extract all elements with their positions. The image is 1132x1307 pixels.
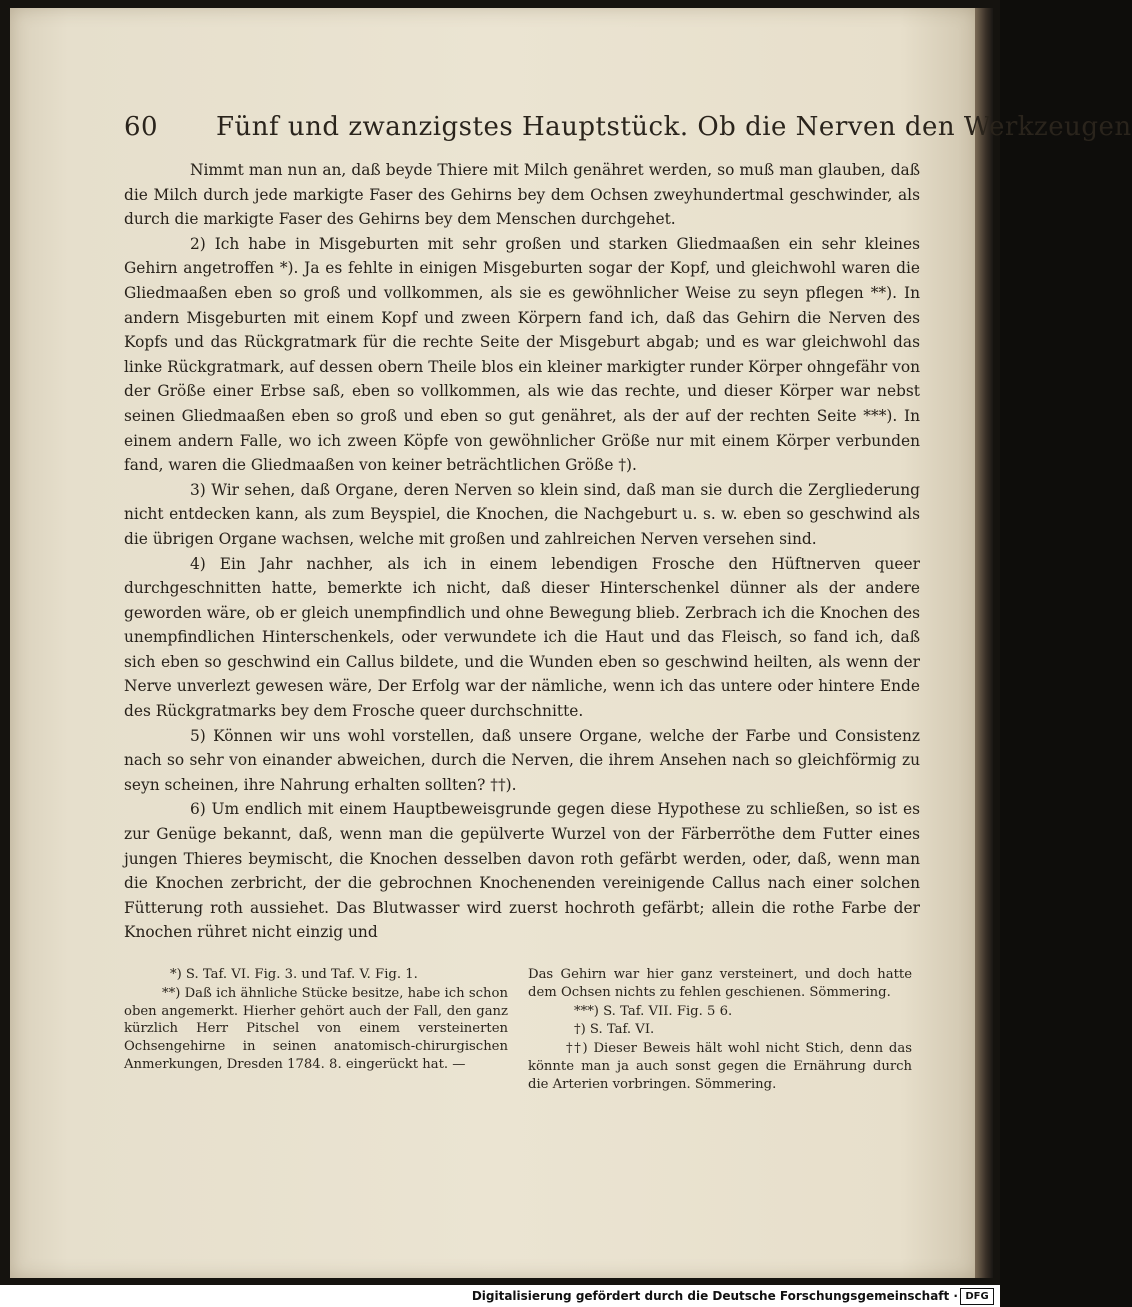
footnote-column-right — [528, 966, 912, 1095]
footnote: Das Gehirn war hier ganz versteinert, und doch hatte dem Ochsen nichts zu fehlen geschienen. Sömmering. — [528, 967, 912, 1000]
footnote: ***) S. Taf. VII. Fig. 5 6. — [574, 1003, 733, 1019]
paragraph: 3) Wir sehen, daß Organe, deren Nerven so klein sind, daß man sie durch die Zergliederung nicht entdecken kann, als zum Beyspiel, die Knochen, die Nachgeburt u. s. w. eben so geschwind als die übrigen Organe wachsen, welche mit großen und zahlreichen Nerven versehen sind. — [124, 480, 920, 548]
paragraph: 5) Können wir uns wohl vorstellen, daß unsere Organe, welche der Farbe und Consistenz nach so sehr von einander abweichen, durch die Nerven, die ihrem Ansehen nach so gleichförmig zu seyn scheinen, ihre Nahrung erhalten sollten? ††). — [124, 726, 920, 794]
digitization-credit-bar — [0, 1285, 1000, 1307]
footnote: †) S. Taf. VI. — [574, 1022, 655, 1038]
paragraph: 2) Ich habe in Misgeburten mit sehr großen und starken Gliedmaaßen ein sehr kleines Gehirn angetroffen *). Ja es fehlte in einigen Misgeburten sogar der Kopf, und gleichwohl waren die Gliedmaaßen eben so groß und vollkommen, als sie es gewöhnlicher Weise zu seyn pflegen **). In andern Misgeburten mit einem Kopf und zween Körpern fand ich, daß das Gehirn die Nerven des Kopfs und das Rückgratmark für die rechte Seite der Misgeburt abgab; und es war gleichwohl das linke Rückgratmark, auf dessen obern Theile blos ein kleiner markigter runder Körper ohngefähr von der Größe einer Erbse saß, eben so vollkommen, als wie das rechte, und dieser Körper war nebst seinen Gliedmaaßen eben so groß und eben so gut genähret, als der auf der rechten Seite ***). In einem andern Falle, wo ich zween Köpfe von gewöhnlicher Größe nur mit einem Körper verbunden fand, waren die Gliedmaaßen von keiner beträchtlichen Größe †). — [124, 234, 920, 475]
dfg-logo-icon: DFG — [960, 1288, 994, 1305]
page-header — [124, 112, 1132, 152]
footnotes — [124, 966, 920, 1106]
page-number: 60 — [124, 112, 159, 142]
paragraph: 4) Ein Jahr nachher, als ich in einem lebendigen Frosche den Hüftnerven queer durchgeschnitten hatte, bemerkte ich nicht, daß dieser Hinterschenkel dünner als der andere geworden wäre, ob er gleich unempfindlich und ohne Bewegung blieb. Zerbrach ich die Knochen des unempfindlichen Hinterschenkels, oder verwundete ich die Haut und das Fleisch, so fand ich, daß sich eben so geschwind ein Callus bildete, und die Wunden eben so geschwind heilten, als wenn der Nerve unverlezt gewesen wäre, Der Erfolg war der nämliche, wenn ich das untere oder hintere Ende des Rückgratmarks bey dem Frosche queer durchschnitte. — [124, 554, 920, 721]
footnote: ††) Dieser Beweis hält wohl nicht Stich, denn das könnte man ja auch sonst gegen die Ernährung durch die Arterien vorbringen. Sömmering. — [528, 1041, 912, 1092]
credit-text: Digitalisierung gefördert durch die Deutsche Forschungsgemeinschaft · — [471, 1289, 958, 1303]
footnote-column-left — [124, 966, 508, 1075]
main-text — [124, 158, 920, 945]
paragraph: Nimmt man nun an, daß beyde Thiere mit Milch genähret werden, so muß man glauben, daß die Milch durch jede markigte Faser des Gehirns bey dem Ochsen zweyhundertmal geschwinder, als durch die markigte Faser des Gehirns bey dem Menschen durchgehet. — [124, 161, 920, 229]
running-title: Fünf und zwanzigstes Hauptstück. Ob die Nerven den Werkzeugen — [216, 112, 1132, 142]
footnote: **) Daß ich ähnliche Stücke besitze, habe ich schon oben angemerkt. Hierher gehört auch der Fall, den ganz kürzlich Herr Pitschel von einem versteinerten Ochsengehirne in seinen anatomisch-chirurgischen Anmerkungen, Dresden 1784. 8. eingerückt hat. — — [124, 985, 508, 1072]
paragraph: 6) Um endlich mit einem Hauptbeweisgrunde gegen diese Hypothese zu schließen, so ist es zur Genüge bekannt, daß, wenn man die gepülverte Wurzel von der Färberröthe dem Futter eines jungen Thieres beymischt, die Knochen desselben davon roth gefärbt werden, oder, daß, wenn man die Knochen zerbricht, der die gebrochnen Knochenenden vereinigende Callus nach einer solchen Fütterung roth aussiehet. Das Blutwasser wird zuerst hochroth gefärbt; allein die rothe Farbe der Knochen rühret nicht einzig und — [124, 800, 920, 942]
book-spine — [975, 8, 993, 1278]
footnote: *) S. Taf. VI. Fig. 3. und Taf. V. Fig. 1. — [170, 967, 418, 982]
